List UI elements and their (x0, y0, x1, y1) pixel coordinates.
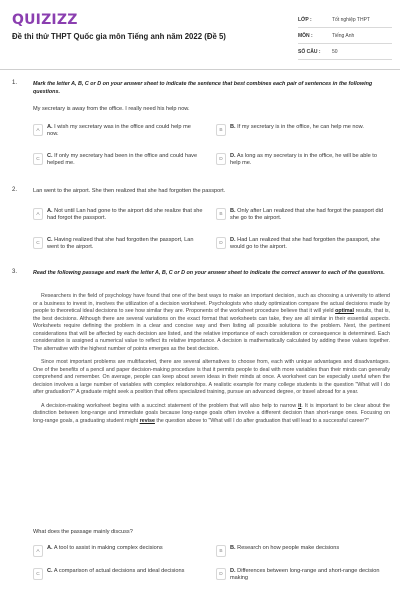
option-label: A. (47, 545, 53, 551)
meta-value: Tốt nghiệp THPT (332, 16, 370, 23)
option-text (47, 208, 203, 223)
passage-text: the question above to "What will I do after graduation that will lead to a successful career?" (154, 417, 369, 424)
option-label: B. (230, 124, 236, 130)
option-label: C. (47, 153, 53, 159)
option-label: C. (47, 237, 53, 243)
passage-text: . It is important to be clear about the distinction between long-range and immediate goals because long-range goals often involve a different decision than short-range ones. Focusing on long-range goals, a graduating student might (33, 402, 390, 424)
meta-value: Tiếng Anh (332, 32, 355, 39)
question-stem: Lan went to the airport. She then realized that she had forgotten the passport. (33, 188, 226, 194)
option-body: I wish my secretary was in the office and could help me now. (47, 124, 191, 138)
option-text (47, 153, 203, 168)
option-label: D. (230, 153, 236, 159)
option-label: A. (47, 124, 53, 130)
quizizz-logo: QUIZIZZ (12, 12, 78, 28)
meta-row-subject (298, 28, 392, 44)
option-letter-box[interactable]: A (33, 208, 43, 220)
passage-text: Researchers in the field of psychology have found that one of the best ways to make an important decision, such as choosing a university to attend or a business to invest in, involves the utilization of a decision worksheet. Psychologists who study optimization compare the actual decisions made by people to theoretical ideal decisions to see how similar they are. Proponents of the worksheet procedure believe that it will yield (33, 293, 390, 314)
option-text (230, 153, 386, 168)
option-letter-box[interactable]: B (216, 124, 226, 136)
option-b[interactable] (216, 208, 386, 223)
option-letter-box[interactable]: B (216, 545, 226, 557)
highlighted-word: it (298, 402, 302, 409)
passage-text: Since most important problems are multifaceted, there are several alternatives to choose from, each with unique advantages and disadvantages. One of the benefits of a pencil and paper decision-making procedure is that it permits people to deal with more variables than their minds can generally comprehend and remember. On average, people can keep about seven ideas in their minds at once. A worksheet can be especially useful when the decision involves a large number of variables with complex relationships. A realistic example for many college students is the question "What will I do after graduation?" A graduate might seek a position that offers specialized training, pursue an advanced degree, or travel abroad for a year. (33, 359, 390, 395)
meta-key: MÔN : (298, 32, 313, 39)
reading-passage (33, 293, 390, 431)
option-text (47, 545, 163, 552)
meta-value: 50 (332, 48, 338, 55)
header (0, 0, 400, 68)
option-a[interactable] (33, 208, 203, 223)
option-text (230, 208, 386, 223)
document-title: Đề thi thử THPT Quốc gia môn Tiếng anh năm 2022 (Đề 5) (12, 32, 226, 41)
header-divider (0, 69, 400, 70)
question-stem: What does the passage mainly discuss? (33, 529, 133, 535)
option-letter-box[interactable]: D (216, 237, 226, 249)
option-body: Differences between long-range and short-range decision making (230, 568, 380, 582)
question-instruction: Read the following passage and mark the letter A, B, C or D on your answer sheet to indicate the correct answer to each of the questions. (33, 270, 385, 276)
option-text (47, 568, 184, 575)
option-body: If my secretary is in the office, he can help me now. (237, 124, 364, 130)
highlighted-word: revise (139, 417, 155, 424)
passage-text: A decision-making worksheet begins with a succinct statement of the problem that will also help to narrow (41, 402, 299, 409)
meta-key: SỐ CÂU : (298, 48, 321, 55)
question-number: 3. (12, 269, 18, 275)
option-text (47, 124, 203, 139)
option-a[interactable] (33, 124, 203, 139)
meta-row-count (298, 44, 392, 60)
option-b[interactable] (216, 124, 386, 136)
passage-paragraph-1 (33, 293, 390, 353)
passage-paragraph-2 (33, 359, 390, 397)
option-label: B. (230, 208, 236, 214)
option-letter-box[interactable]: C (33, 153, 43, 165)
option-text (230, 568, 386, 583)
option-body: A tool to assist in making complex decisions (53, 545, 163, 551)
option-c[interactable] (33, 568, 203, 580)
question-instruction: Mark the letter A, B, C or D on your answer sheet to indicate the sentence that best combines each pair of sentences in the following questions. (33, 81, 373, 95)
highlighted-word: optimal (335, 308, 354, 314)
option-body: If only my secretary had been in the office and could have helped me. (47, 153, 198, 167)
option-letter-box[interactable]: A (33, 124, 43, 136)
question-number: 2. (12, 187, 18, 193)
meta-key: LỚP : (298, 16, 312, 23)
meta-row-class (298, 12, 392, 28)
option-text (230, 545, 339, 552)
option-d[interactable] (216, 568, 386, 583)
option-c[interactable] (33, 153, 203, 168)
option-letter-box[interactable]: B (216, 208, 226, 220)
option-letter-box[interactable]: D (216, 568, 226, 580)
option-label: C. (47, 568, 53, 574)
option-letter-box[interactable]: D (216, 153, 226, 165)
question-number: 1. (12, 80, 18, 86)
option-d[interactable] (216, 237, 386, 252)
passage-paragraph-3 (33, 403, 390, 426)
option-text (230, 124, 364, 131)
option-body: Not until Lan had gone to the airport did she realize that she had forgot the passport. (47, 208, 203, 222)
meta-table (298, 12, 392, 60)
option-body: Had Lan realized that she had forgotten the passport, she would go to the airport. (230, 237, 380, 251)
option-label: A. (47, 208, 53, 214)
option-letter-box[interactable]: C (33, 237, 43, 249)
option-body: Having realized that she had forgotten the passport, Lan went to the airport. (47, 237, 194, 251)
option-text (47, 237, 203, 252)
option-b[interactable] (216, 545, 386, 557)
option-body: Research on how people make decisions (237, 545, 340, 551)
option-label: B. (230, 545, 236, 551)
option-c[interactable] (33, 237, 203, 252)
passage-text: results, that is, the best decisions. Although there are several variations on the exact format that worksheets can take, they are all similar in their essential aspects. Worksheets require defining the problem in a clear and concise way and then listing all possible solutions to the problem. Next, the pertinent considerations that will be affected by each decision are listed, and the relative importance of each consideration or consequence is determined. Each consideration is assigned a numerical value to reflect its relative importance. A decision is mathematically calculated by adding these values together. The alternative with the highest number of points emerges as the best decision. (33, 308, 390, 352)
option-body: Only after Lan realized that she had forgot the passport did she go to the airport. (230, 208, 383, 222)
option-d[interactable] (216, 153, 386, 168)
question-stem: My secretary is away from the office. I really need his help now. (33, 106, 190, 112)
option-body: As long as my secretary is in the office, he will be able to help me. (230, 153, 377, 167)
option-a[interactable] (33, 545, 203, 557)
option-text (230, 237, 386, 252)
option-body: A comparison of actual decisions and ideal decisions (53, 568, 185, 574)
option-label: D. (230, 237, 236, 243)
option-label: D. (230, 568, 236, 574)
option-letter-box[interactable]: A (33, 545, 43, 557)
option-letter-box[interactable]: C (33, 568, 43, 580)
